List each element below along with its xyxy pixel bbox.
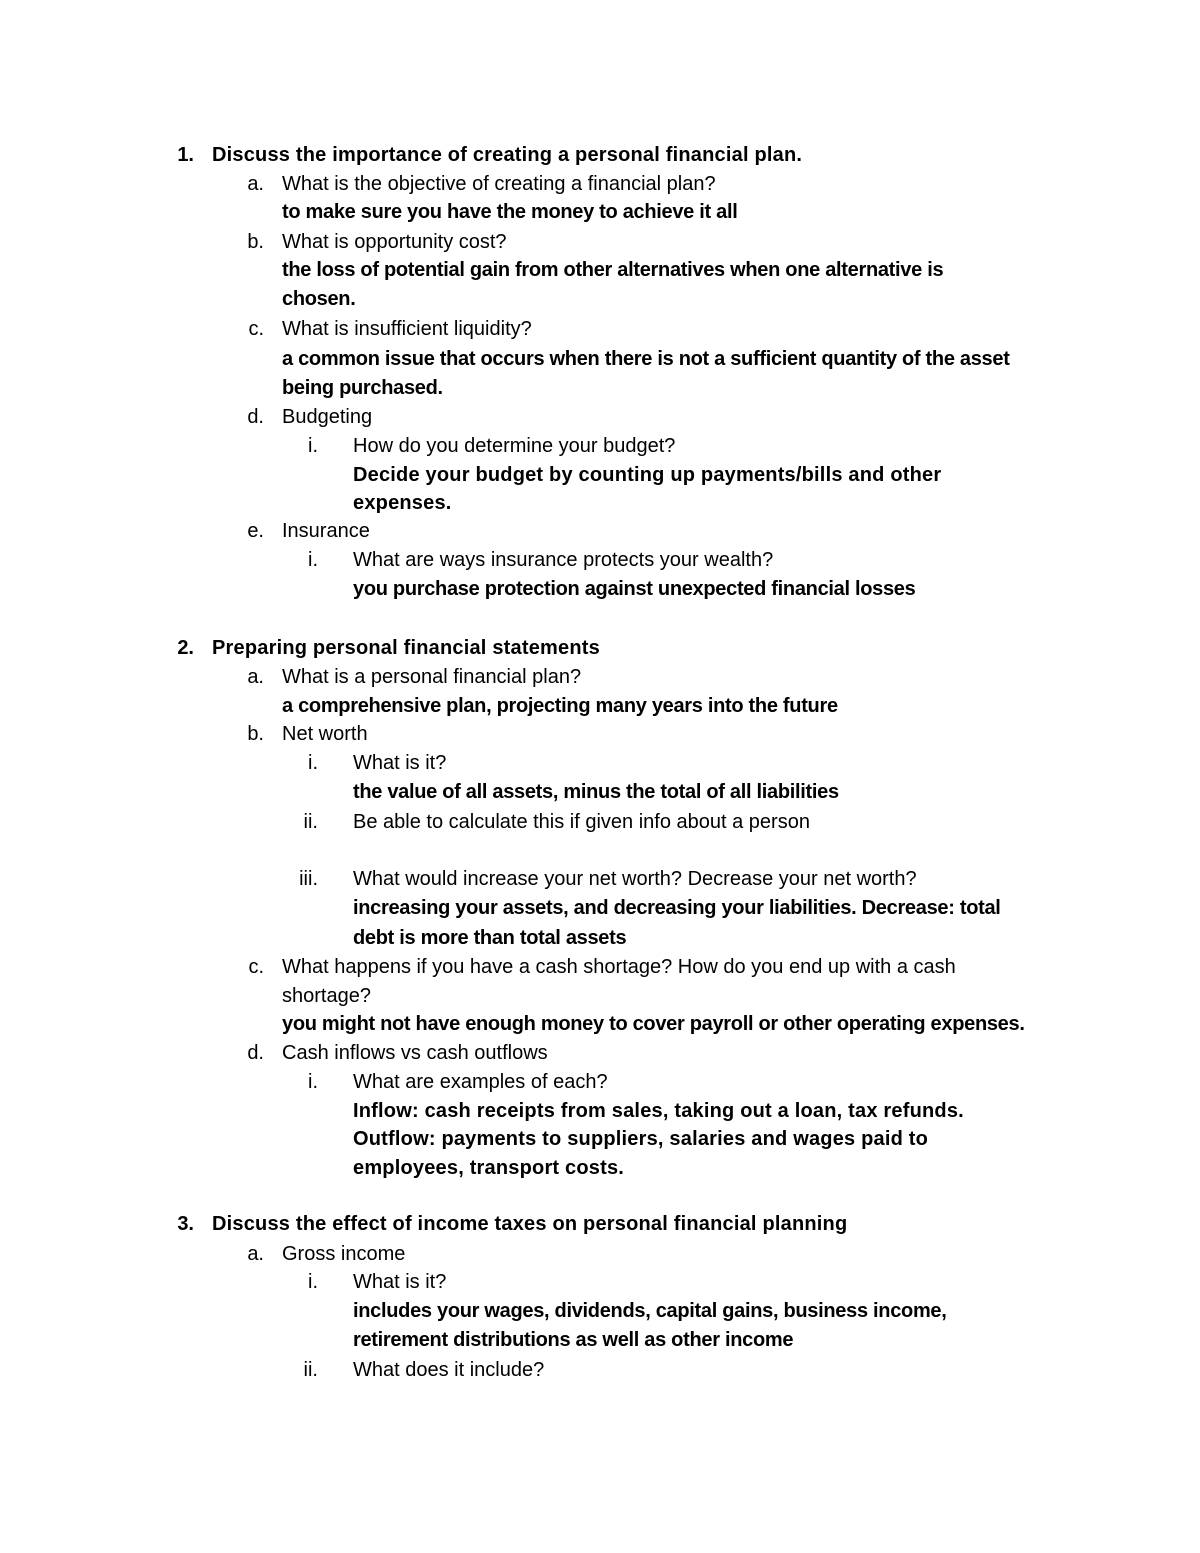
section-2-number: 2. — [177, 637, 194, 659]
item-2b-heading: Net worth — [282, 723, 368, 745]
item-2d-marker: d. — [247, 1042, 264, 1064]
item-1c-marker: c. — [248, 318, 264, 340]
item-2b-i-question: What is it? — [353, 752, 447, 774]
item-1b-marker: b. — [247, 231, 264, 253]
item-1e-i-answer: you purchase protection against unexpected financial losses — [353, 578, 916, 600]
item-1c-answer-line-1: a common issue that occurs when there is not a sufficient quantity of the asset — [282, 348, 1010, 370]
item-2d-i-answer-line-1: Inflow: cash receipts from sales, taking out a loan, tax refunds. — [353, 1100, 964, 1122]
item-2b-iii-answer-line-1: increasing your assets, and decreasing your liabilities. Decrease: total — [353, 897, 1001, 919]
item-2d-heading: Cash inflows vs cash outflows — [282, 1042, 548, 1064]
item-2c-question-line-2: shortage? — [282, 985, 371, 1007]
item-3a-i-answer-line-1: includes your wages, dividends, capital gains, business income, — [353, 1300, 947, 1322]
item-2a-marker: a. — [247, 666, 264, 688]
item-1e-i-marker: i. — [308, 549, 318, 571]
item-1e-i-question: What are ways insurance protects your wealth? — [353, 549, 774, 571]
item-2b-iii-answer-line-2: debt is more than total assets — [353, 927, 627, 949]
item-1a-question: What is the objective of creating a financial plan? — [282, 173, 716, 195]
item-1b-answer-line-2: chosen. — [282, 288, 356, 310]
item-3a-heading: Gross income — [282, 1243, 406, 1265]
item-2d-i-answer-line-3: employees, transport costs. — [353, 1157, 625, 1179]
section-2-title: Preparing personal financial statements — [212, 637, 600, 659]
item-2d-i-marker: i. — [308, 1071, 318, 1093]
item-2b-ii-text: Be able to calculate this if given info about a person — [353, 811, 810, 833]
item-2c-marker: c. — [248, 956, 264, 978]
item-3a-i-marker: i. — [308, 1271, 318, 1293]
item-2c-question-line-1: What happens if you have a cash shortage? How do you end up with a cash — [282, 956, 956, 978]
item-3a-marker: a. — [247, 1243, 264, 1265]
item-1a-marker: a. — [247, 173, 264, 195]
item-1d-marker: d. — [247, 406, 264, 428]
item-3a-ii-question: What does it include? — [353, 1359, 545, 1381]
item-2b-iii-marker: iii. — [299, 868, 318, 890]
item-2a-question: What is a personal financial plan? — [282, 666, 582, 688]
item-1e-marker: e. — [247, 520, 264, 542]
item-1d-i-question: How do you determine your budget? — [353, 435, 676, 457]
section-3-title: Discuss the effect of income taxes on personal financial planning — [212, 1213, 848, 1235]
item-3a-ii-marker: ii. — [303, 1359, 318, 1381]
item-1e-heading: Insurance — [282, 520, 370, 542]
item-1d-heading: Budgeting — [282, 406, 373, 428]
item-2b-marker: b. — [247, 723, 264, 745]
item-2a-answer: a comprehensive plan, projecting many years into the future — [282, 695, 838, 717]
item-2b-i-marker: i. — [308, 752, 318, 774]
item-3a-i-answer-line-2: retirement distributions as well as other income — [353, 1329, 794, 1351]
item-1c-question: What is insufficient liquidity? — [282, 318, 532, 340]
item-2b-i-answer: the value of all assets, minus the total of all liabilities — [353, 781, 839, 803]
item-1d-i-answer-line-1: Decide your budget by counting up payments/bills and other — [353, 464, 942, 486]
item-2b-ii-marker: ii. — [303, 811, 318, 833]
item-1d-i-marker: i. — [308, 435, 318, 457]
item-1d-i-answer-line-2: expenses. — [353, 492, 452, 514]
item-1a-answer: to make sure you have the money to achieve it all — [282, 201, 738, 223]
section-1-title: Discuss the importance of creating a personal financial plan. — [212, 144, 803, 166]
item-1b-answer-line-1: the loss of potential gain from other alternatives when one alternative is — [282, 259, 944, 281]
item-2c-answer: you might not have enough money to cover payroll or other operating expenses. — [282, 1013, 1025, 1035]
section-1-number: 1. — [177, 144, 194, 166]
item-2d-i-question: What are examples of each? — [353, 1071, 608, 1093]
item-1c-answer-line-2: being purchased. — [282, 377, 443, 399]
item-1b-question: What is opportunity cost? — [282, 231, 507, 253]
item-3a-i-question: What is it? — [353, 1271, 447, 1293]
section-3-number: 3. — [177, 1213, 194, 1235]
item-2b-iii-question: What would increase your net worth? Decrease your net worth? — [353, 868, 917, 890]
item-2d-i-answer-line-2: Outflow: payments to suppliers, salaries and wages paid to — [353, 1128, 929, 1150]
